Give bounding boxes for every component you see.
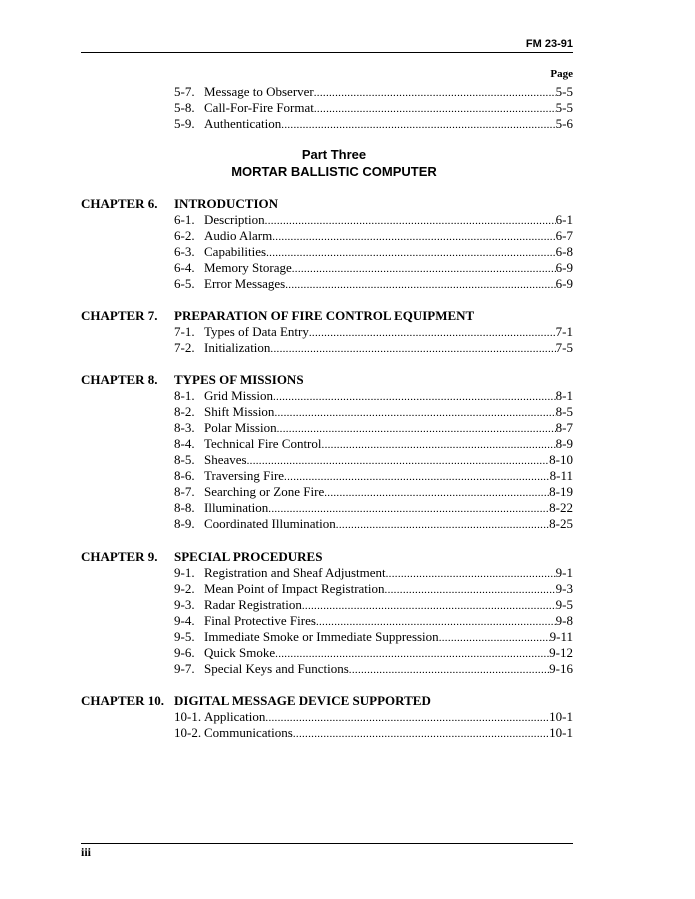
part-label: Part Three [301, 147, 367, 162]
dot-leader [285, 277, 555, 293]
entry-number: 7-1. [174, 324, 195, 339]
dot-leader [302, 598, 556, 614]
toc-entry [174, 436, 573, 452]
entry-page: 8-1 [555, 388, 573, 403]
entry-title: Shift Mission [204, 404, 275, 419]
entry-title: Quick Smoke [204, 645, 276, 660]
entry-title: Radar Registration [204, 597, 302, 612]
dot-leader [275, 646, 549, 662]
entry-title: Registration and Sheaf Adjustment [204, 565, 386, 580]
entry-page: 7-1 [555, 324, 573, 339]
page-column-heading: Page [550, 68, 573, 80]
entry-title: Mean Point of Impact Registration [204, 581, 385, 596]
entry-title: Final Protective Fires [204, 613, 316, 628]
chapter-label: CHAPTER 6. [81, 196, 158, 211]
page-number: iii [81, 845, 92, 859]
dot-leader [270, 341, 555, 357]
entry-number: 8-8. [174, 500, 195, 515]
entry-page: 6-1 [555, 212, 573, 227]
part-title: MORTAR BALLISTIC COMPUTER [231, 164, 437, 179]
toc-entry [174, 581, 573, 597]
toc-entry [174, 84, 573, 100]
dot-leader [274, 405, 555, 421]
entry-page: 8-9 [555, 436, 573, 451]
entry-title: Message to Observer [204, 84, 314, 99]
toc-entry [174, 484, 573, 500]
entry-number: 9-2. [174, 581, 195, 596]
document-id: FM 23-91 [525, 38, 573, 50]
entry-number: 9-5. [174, 629, 195, 644]
entry-page: 8-11 [549, 468, 573, 483]
chapter-title: DIGITAL MESSAGE DEVICE SUPPORTED [174, 693, 431, 708]
chapter-title: SPECIAL PROCEDURES [174, 549, 323, 564]
entry-title: Types of Data Entry [204, 324, 309, 339]
chapter-heading [81, 549, 322, 565]
dot-leader [281, 117, 555, 133]
dot-leader [349, 662, 549, 678]
toc-entry [174, 709, 573, 725]
chapter-title: TYPES OF MISSIONS [174, 372, 304, 387]
dot-leader [284, 469, 550, 485]
chapter-heading [81, 308, 474, 324]
entry-page: 9-12 [549, 645, 573, 660]
entry-title: Description [204, 212, 265, 227]
chapter-label: CHAPTER 9. [81, 549, 158, 564]
toc-entry [174, 468, 573, 484]
toc-entry [174, 565, 573, 581]
toc-entry [174, 212, 573, 228]
entry-title: Polar Mission [204, 420, 277, 435]
entry-number: 6-3. [174, 244, 195, 259]
entry-title: Searching or Zone Fire [204, 484, 325, 499]
entry-number: 10-1. [174, 709, 202, 724]
toc-entry [174, 324, 573, 340]
entry-page: 5-5 [555, 84, 573, 99]
entry-page: 8-7 [555, 420, 573, 435]
dot-leader [385, 582, 556, 598]
entry-number: 5-7. [174, 84, 195, 99]
toc-entry [174, 276, 573, 292]
entry-number: 6-1. [174, 212, 195, 227]
entry-title: Memory Storage [204, 260, 292, 275]
entry-number: 8-5. [174, 452, 195, 467]
entry-number: 6-2. [174, 228, 195, 243]
dot-leader [314, 85, 556, 101]
dot-leader [277, 421, 556, 437]
dot-leader [265, 710, 549, 726]
toc-entry [174, 597, 573, 613]
toc-entry [174, 388, 573, 404]
toc-entry [174, 228, 573, 244]
dot-leader [309, 325, 556, 341]
toc-entry [174, 645, 573, 661]
toc-entry [174, 516, 573, 532]
entry-page: 10-1 [549, 709, 573, 724]
entry-number: 8-2. [174, 404, 195, 419]
chapter-heading [81, 196, 278, 212]
entry-title: Application [204, 709, 266, 724]
chapter-title: INTRODUCTION [174, 196, 279, 211]
dot-leader [314, 101, 556, 117]
entry-title: Immediate Smoke or Immediate Suppression [204, 629, 439, 644]
entry-number: 8-4. [174, 436, 195, 451]
entry-page: 6-8 [555, 244, 573, 259]
entry-title: Traversing Fire [204, 468, 285, 483]
toc-entry [174, 629, 573, 645]
entry-number: 8-9. [174, 516, 195, 531]
entry-page: 8-10 [549, 452, 573, 467]
entry-title: Sheaves [204, 452, 247, 467]
entry-page: 10-1 [549, 725, 573, 740]
entry-title: Audio Alarm [204, 228, 273, 243]
entry-number: 10-2. [174, 725, 202, 740]
entry-title: Call-For-Fire Format [204, 100, 314, 115]
dot-leader [386, 566, 556, 582]
entry-number: 8-1. [174, 388, 195, 403]
entry-number: 9-1. [174, 565, 195, 580]
dot-leader [266, 245, 556, 261]
toc-entry [174, 244, 573, 260]
toc-entry [174, 661, 573, 677]
entry-page: 9-8 [555, 613, 573, 628]
dot-leader [336, 517, 549, 533]
dot-leader [272, 229, 555, 245]
entry-title: Capabilities [204, 244, 267, 259]
toc-entry [174, 100, 573, 116]
toc-entry [174, 260, 573, 276]
entry-title: Initialization [204, 340, 271, 355]
entry-number: 9-6. [174, 645, 195, 660]
entry-page: 9-3 [555, 581, 573, 596]
footer-rule [81, 843, 573, 844]
dot-leader [273, 389, 556, 405]
dot-leader [292, 261, 556, 277]
entry-page: 6-9 [555, 276, 573, 291]
entry-page: 6-7 [555, 228, 573, 243]
entry-title: Authentication [204, 116, 282, 131]
entry-number: 9-3. [174, 597, 195, 612]
entry-title: Error Messages [204, 276, 286, 291]
dot-leader [439, 630, 550, 646]
entry-number: 8-7. [174, 484, 195, 499]
entry-number: 8-6. [174, 468, 195, 483]
header-rule [81, 52, 573, 53]
entry-title: Special Keys and Functions [204, 661, 349, 676]
toc-entry [174, 500, 573, 516]
toc-entry [174, 725, 573, 741]
dot-leader [247, 453, 550, 469]
entry-page: 8-19 [549, 484, 573, 499]
dot-leader [322, 437, 556, 453]
entry-page: 9-5 [555, 597, 573, 612]
dot-leader [265, 213, 556, 229]
chapter-label: CHAPTER 10. [81, 693, 165, 708]
chapter-label: CHAPTER 7. [81, 308, 158, 323]
dot-leader [293, 726, 549, 742]
dot-leader [324, 485, 549, 501]
entry-title: Technical Fire Control [204, 436, 322, 451]
chapter-label: CHAPTER 8. [81, 372, 158, 387]
entry-page: 9-16 [549, 661, 573, 676]
entry-title: Coordinated Illumination [204, 516, 336, 531]
dot-leader [316, 614, 556, 630]
entry-title: Illumination [204, 500, 269, 515]
chapter-title: PREPARATION OF FIRE CONTROL EQUIPMENT [174, 308, 475, 323]
chapter-heading [81, 372, 304, 388]
entry-number: 6-4. [174, 260, 195, 275]
entry-number: 5-9. [174, 116, 195, 131]
entry-number: 9-4. [174, 613, 195, 628]
entry-number: 6-5. [174, 276, 195, 291]
entry-number: 5-8. [174, 100, 195, 115]
dot-leader [268, 501, 549, 517]
toc-entry [174, 452, 573, 468]
toc-entry [174, 420, 573, 436]
entry-number: 7-2. [174, 340, 195, 355]
entry-page: 7-5 [555, 340, 573, 355]
toc-entry [174, 613, 573, 629]
entry-page: 8-25 [549, 516, 573, 531]
toc-entry [174, 404, 573, 420]
entry-page: 9-1 [555, 565, 573, 580]
chapter-heading [81, 693, 431, 709]
entry-page: 8-5 [555, 404, 573, 419]
entry-page: 6-9 [555, 260, 573, 275]
entry-page: 5-6 [555, 116, 573, 131]
toc-entry [174, 340, 573, 356]
entry-page: 5-5 [555, 100, 573, 115]
entry-title: Communications [204, 725, 293, 740]
entry-number: 9-7. [174, 661, 195, 676]
entry-page: 8-22 [549, 500, 573, 515]
entry-title: Grid Mission [204, 388, 273, 403]
entry-number: 8-3. [174, 420, 195, 435]
toc-entry [174, 116, 573, 132]
entry-page: 9-11 [549, 629, 573, 644]
